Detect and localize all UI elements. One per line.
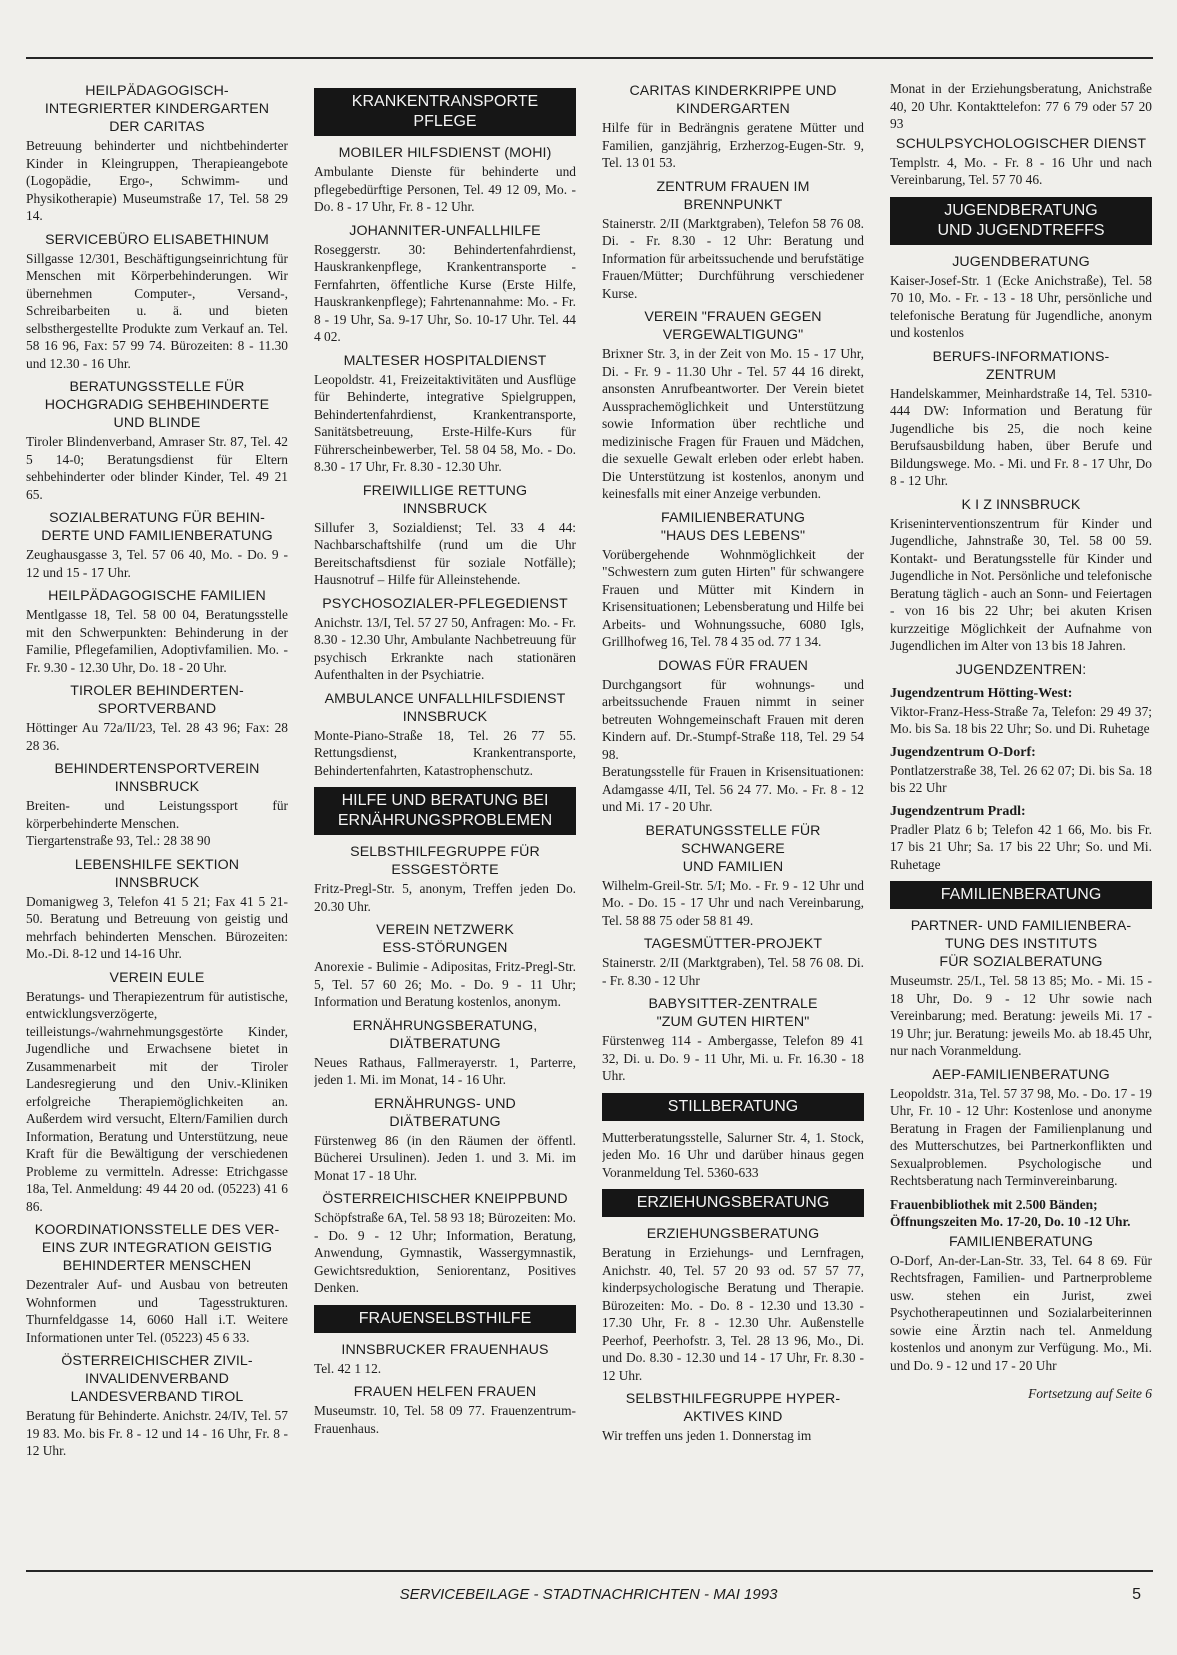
listing-entry <box>314 144 576 216</box>
listing-entry <box>890 253 1152 342</box>
listing-text: Fritz-Pregl-Str. 5, anonym, Treffen jeden Do. 20.30 Uhr. <box>314 881 576 914</box>
section-banner: FRAUENSELBSTHILFE <box>314 1305 576 1333</box>
listing-entry <box>26 587 288 676</box>
columns <box>26 80 1158 1550</box>
listing-entry <box>314 1095 576 1185</box>
listing-text: Höttinger Au 72a/II/23, Tel. 28 43 96; Fax: 28 28 36. <box>26 720 288 753</box>
section-banner: FAMILIENBERATUNG <box>890 881 1152 909</box>
listing-entry <box>890 1233 1152 1375</box>
listing-heading: ÖSTERREICHISCHER ZIVIL- INVALIDENVERBAND LANDESVERBAND TIROL <box>61 1353 253 1405</box>
page-number: 5 <box>1132 1586 1141 1603</box>
listing-text: Stainerstr. 2/II (Marktgraben), Tel. 58 76 08. Di. - Fr. 8.30 - 12 Uhr <box>602 955 864 988</box>
listing-heading: JUGENDZENTREN: <box>955 661 1087 678</box>
listing-entry <box>26 682 288 754</box>
listing-heading: ERZIEHUNGSBERATUNG <box>646 1226 820 1242</box>
listing-heading: SCHULPSYCHOLOGISCHER DIENST <box>895 135 1147 152</box>
library-note: Frauenbibliothek mit 2.500 Bänden; Öffnungszeiten Mo. 17-20, Do. 10 -12 Uhr. <box>890 1196 1131 1229</box>
listing-text: Zeughausgasse 3, Tel. 57 06 40, Mo. - Do. 9 - 12 und 15 - 17 Uhr. <box>26 547 288 580</box>
section-banner: JUGENDBERATUNG UND JUGENDTREFFS <box>890 197 1152 245</box>
listing-heading: LEBENSHILFE SEKTION INNSBRUCK <box>74 856 240 891</box>
listing-entry <box>26 509 288 581</box>
column-3 <box>602 80 864 1550</box>
listing-heading: DOWAS FÜR FRAUEN <box>657 657 809 674</box>
listing-heading: PARTNER- UND FAMILIENBERA- TUNG DES INSTITUTS FÜR SOZIALBERATUNG <box>910 918 1132 970</box>
listing-entry <box>602 178 864 303</box>
listing-text: Kaiser-Josef-Str. 1 (Ecke Anichstraße), Tel. 58 70 10, Mo. - Fr. - 13 - 18 Uhr, persönliche und telefonische Beratung für Jugendliche, anonym und kostenlos <box>890 272 1152 340</box>
listing-heading: HEILPÄDAGOGISCH- INTEGRIERTER KINDERGARTEN DER CARITAS <box>44 83 270 135</box>
listing-heading: SELBSTHILFEGRUPPE FÜR ESSGESTÖRTE <box>350 844 540 878</box>
listing-text: Breiten- und Leistungssport für körperbehinderte Menschen. Tiergartenstraße 93, Tel.: 28 38 90 <box>26 798 288 848</box>
section-banner: HILFE UND BERATUNG BEI ERNÄHRUNGSPROBLEMEN <box>314 787 576 835</box>
listing-entry <box>890 1066 1152 1190</box>
listing-heading: AMBULANCE UNFALLHILFSDIENST INNSBRUCK <box>324 690 566 725</box>
listing-entry <box>890 661 1152 679</box>
listing-heading: MALTESER HOSPITALDIENST <box>343 352 547 369</box>
listing-text: Anichstr. 13/I, Tel. 57 27 50, Anfragen: Mo. - Fr. 8.30 - 12.30 Uhr, Ambulante Nachbetreuung für psychisch Erkrankte nach stationären Aufenthalten in der Psychiatrie. <box>314 614 576 682</box>
listing-text: Tel. 42 1 12. <box>314 1360 382 1376</box>
column-1 <box>26 80 288 1550</box>
listing-text: Museumstr. 25/I., Tel. 58 13 85; Mo. - Mi. 15 - 18 Uhr, Do. 9 - 12 Uhr sowie nach Vereinbarung; med. Beratung: jeweils Mi. 17 - 19 Uhr; jur. Beratung: jeweils Mo. ab 18.45 Uhr, nur nach Voranmeldung. <box>890 973 1152 1058</box>
listing-entry <box>602 822 864 930</box>
listing-heading: AEP-FAMILIENBERATUNG <box>932 1066 1110 1083</box>
listing-text: O-Dorf, An-der-Lan-Str. 33, Tel. 64 8 69. Für Rechtsfragen, Familien- und Partnerprobleme usw. stehen ein Jurist, zwei Psychotherapeutinnen und Sozialarbeiterinnen sowie eine Ärztin nach tel. Anmeldung kostenlos und anonym zur Verfügung. Mo., Mi. und Do. 9 - 12 und 17 - 20 Uhr <box>890 1252 1152 1373</box>
listing-heading: BERUFS-INFORMATIONS- ZENTRUM <box>932 348 1110 383</box>
listing-heading: VEREIN NETZWERK ESS-STÖRUNGEN <box>376 922 514 956</box>
listing-text: Roseggerstr. 30: Behindertenfahrdienst, Hauskrankenpflege, Krankentransporte - Fernfahrten, öffentliche Kurse (Erste Hilfe, Hauskrankenpflege); Fahrtenannahme: Mo. - Fr. 8 - 19 Uhr, Sa. 9-17 Uhr, So. 10-17 Uhr. Tel. 44 4 02. <box>314 241 576 344</box>
listing-text: Neues Rathaus, Fallmerayerstr. 1, Parterre, jeden 1. Mi. im Monat, 14 - 16 Uhr. <box>314 1054 576 1087</box>
listing-entry <box>890 135 1152 189</box>
listing-heading: JOHANNITER-UNFALLHILFE <box>349 222 541 239</box>
section-banner: ERZIEHUNGSBERATUNG <box>602 1189 864 1217</box>
listing-text: Beratung für Behinderte. Anichstr. 24/IV, Tel. 57 19 83. Mo. bis Fr. 8 - 12 und 14 - 16 Uhr, Fr. 8 - 12 Uhr. <box>26 1408 288 1458</box>
listing-entry <box>26 760 288 850</box>
listing-heading: FREIWILLIGE RETTUNG INNSBRUCK <box>362 482 528 517</box>
listing-entry <box>26 378 288 503</box>
top-rule <box>26 57 1153 59</box>
listing-entry <box>26 1352 288 1460</box>
listing-text: Sillufer 3, Sozialdienst; Tel. 33 4 44: Nachbarschaftshilfe (rund um die Uhr Bereitschaftsdienst für soziale Notfälle); Hausnotruf – Hilfe für Alleinstehende. <box>314 519 576 587</box>
listing-text: Ambulante Dienste für behinderte und pflegebedürftige Personen, Tel. 49 12 09, Mo. - Do. 8 - 17 Uhr, Fr. 8 - 12 Uhr. <box>314 164 576 214</box>
listing-text: Templstr. 4, Mo. - Fr. 8 - 16 Uhr und nach Vereinbarung, Tel. 57 70 46. <box>890 154 1152 187</box>
listing-text: Schöpfstraße 6A, Tel. 58 93 18; Bürozeiten: Mo. - Do. 9 - 12 Uhr; Information, Beratung, Anwendung, Gymnastik, Wassergymnastik, Gewichtsreduktion, Seniorentanz, Positives Denken. <box>314 1210 576 1295</box>
listing-text: Durchgangsort für wohnungs- und arbeitssuchende Frauen nimmt in seiner betreuten Wohngemeinschaft Frauen mit deren Kindern auf. Dr.-Stumpf-Straße 118, Tel. 29 54 98. Beratungsstelle für Frauen in Krisensituationen: Adamgasse 4/II, Tel. 56 24 77. Mo. - Fr. 8 - 12 und Mi. 17 - 20 Uhr. <box>602 676 864 814</box>
youth-center-entry <box>890 685 1152 738</box>
listing-heading: VEREIN "FRAUEN GEGEN VERGEWALTIGUNG" <box>644 309 822 343</box>
listing-entry <box>890 348 1152 490</box>
listing-heading: JUGENDBERATUNG <box>952 253 1090 270</box>
listing-heading: FAMILIENBERATUNG <box>948 1233 1094 1250</box>
listing-heading: KOORDINATIONSSTELLE DES VER- EINS ZUR INTEGRATION GEISTIG BEHINDERTER MENSCHEN <box>34 1222 280 1274</box>
bottom-rule <box>26 1570 1153 1572</box>
continuation-note: Fortsetzung auf Seite 6 <box>1028 1386 1152 1401</box>
listing-heading: SOZIALBERATUNG FÜR BEHIN- DERTE UND FAMILIENBERATUNG <box>41 510 273 544</box>
listing-text: Wilhelm-Greil-Str. 5/I; Mo. - Fr. 9 - 12 Uhr und Mo. - Do. 15 - 17 Uhr und nach Vereinbarung, Tel. 58 88 75 oder 58 81 49. <box>602 877 864 928</box>
youth-center-name: Jugendzentrum Hötting-West: <box>890 685 1073 701</box>
youth-center-entry <box>890 744 1152 797</box>
listing-entry <box>314 1190 576 1297</box>
listing-text: Stainerstr. 2/II (Marktgraben), Telefon 58 76 08. Di. - Fr. 8.30 - 12 Uhr: Beratung und Information für arbeitssuchende und berufstätige Frauen/Mütter; Durchführung verschiedener Kurse. <box>602 215 864 301</box>
listing-entry <box>314 595 576 684</box>
listing-heading: MOBILER HILFSDIENST (MOHI) <box>338 145 552 161</box>
listing-entry <box>602 1390 864 1445</box>
youth-center-entry <box>890 803 1152 874</box>
listing-entry <box>26 231 288 373</box>
listing-text: Monat in der Erziehungsberatung, Anichstraße 40, 20 Uhr. Kontakttelefon: 77 6 79 oder 57 20 93 <box>890 81 1152 131</box>
listing-heading: TAGESMÜTTER-PROJEKT <box>643 936 823 952</box>
listing-text: Anorexie - Bulimie - Adipositas, Fritz-Pregl-Str. 5, Tel. 57 60 26; Mo. - Do. 9 - 11 Uhr; Information und Beratung kostenlos, anonym. <box>314 959 576 1009</box>
listing-heading: ERNÄHRUNGSBERATUNG, DIÄTBERATUNG <box>352 1017 538 1052</box>
listing-entry <box>602 935 864 989</box>
listing-text: Tiroler Blindenverband, Amraser Str. 87, Tel. 42 5 14-0; Beratungsdienst für Eltern sehbehinderter oder blinder Kinder, Tel. 49 21 65. <box>26 434 288 502</box>
listing-text: Fürstenweg 86 (in den Räumen der öffentl. Bücherei Ursulinen). Jeden 1. und 3. Mi. im Monat 17 - 18 Uhr. <box>314 1132 576 1183</box>
listing-heading: PSYCHOSOZIALER-PFLEGEDIENST <box>322 595 568 612</box>
listing-entry <box>26 969 288 1216</box>
listing-text: Leopoldstr. 31a, Tel. 57 37 98, Mo. - Do. 17 - 19 Uhr, Fr. 10 - 12 Uhr: Kostenlose und anonyme Beratung in Fragen der Familienplanung und des Mutterschutzes, bei Partnerkonflikten und Sexualproblemen. Psychologische und Rechtsberatung nach Terminvereinbarung. <box>890 1085 1152 1188</box>
youth-center-name: Jugendzentrum O-Dorf: <box>890 744 1036 760</box>
listing-text: Leopoldstr. 41, Freizeitaktivitäten und Ausflüge für Behinderte, integrative Spielgruppen, Behindertenfahrdienst, Krankentransporte, Sanitätsbetreuung, Erste-Hilfe-Kurs für Führerscheinbewerber, Tel. 58 04 58, Mo. - Do. 8.30 - 17 Uhr, Fr. 8.30 - 12.30 Uhr. <box>314 371 576 474</box>
listing-heading: CARITAS KINDERKRIPPE UND KINDERGARTEN <box>629 83 837 117</box>
youth-center-name: Jugendzentrum Pradl: <box>890 803 1026 819</box>
listing-heading: SELBSTHILFEGRUPPE HYPER- AKTIVES KIND <box>625 1391 841 1425</box>
listing-text: Mentlgasse 18, Tel. 58 00 04, Beratungsstelle mit den Schwerpunkten: Behinderung in der Familie, Pflegefamilien, Adoptivfamilien. Mo. - Fr. 9.30 - 12.30 Uhr, Do. 18 - 20 Uhr. <box>26 607 288 675</box>
listing-text: Vorübergehende Wohnmöglichkeit der "Schwestern zum guten Hirten" für schwangere Frauen und Mütter mit Kindern in Krisensituationen; Lebensberatung und Hilfe bei Arbeits- und Wohnungssuche, 6080 Igls, Grillhofweg 16, Tel. 78 4 35 od. 77 1 34. <box>602 546 864 649</box>
listing-heading: BERATUNGSSTELLE FÜR HOCHGRADIG SEHBEHINDERTE UND BLINDE <box>44 379 270 431</box>
listing-entry <box>890 496 1152 655</box>
listing-heading: INNSBRUCKER FRAUENHAUS <box>341 1341 549 1358</box>
listing-text: Fürstenweg 114 - Ambergasse, Telefon 89 41 32, Di. u. Do. 9 - 11 Uhr, Mi. u. Fr. 16.30 - 18 Uhr. <box>602 1033 864 1083</box>
listing-heading: BABYSITTER-ZENTRALE "ZUM GUTEN HIRTEN" <box>648 996 818 1030</box>
section-banner: KRANKENTRANSPORTE PFLEGE <box>314 88 576 136</box>
listing-entry <box>314 352 576 476</box>
youth-center-text: Pradler Platz 6 b; Telefon 42 1 66, Mo. bis Fr. 17 bis 21 Uhr; Sa. 17 bis 22 Uhr; So. und Mi. Ruhetage <box>890 821 1152 872</box>
listing-entry <box>26 1221 288 1346</box>
listing-heading: BEHINDERTENSPORTVEREIN INNSBRUCK <box>54 761 260 795</box>
page-footer: SERVICEBEILAGE - STADTNACHRICHTEN - MAI 1993 <box>399 1586 778 1603</box>
listing-entry <box>26 856 288 963</box>
listing-text: Domanigweg 3, Telefon 41 5 21; Fax 41 5 21-50. Beratung und Betreuung von geistig und mehrfach behinderten Menschen. Bürozeiten: Mo.-Di. 8-12 und 14-16 Uhr. <box>26 893 288 961</box>
youth-center-text: Pontlatzerstraße 38, Tel. 26 62 07; Di. bis Sa. 18 bis 22 Uhr <box>890 762 1152 795</box>
listing-text: Wir treffen uns jeden 1. Donnerstag im <box>602 1428 812 1443</box>
listing-entry <box>314 843 576 915</box>
listing-heading: K I Z INNSBRUCK <box>961 496 1081 513</box>
listing-entry <box>890 917 1152 1060</box>
listing-entry <box>314 921 576 1011</box>
listing-heading: ZENTRUM FRAUEN IM BRENNPUNKT <box>656 178 810 213</box>
listing-entry <box>314 482 576 589</box>
listing-heading: SERVICEBÜRO ELISABETHINUM <box>45 231 269 248</box>
listing-text: Hilfe für in Bedrängnis geratene Mütter und Familien, ganzjährig, Erzherzog-Eugen-Str. 9, Tel. 13 01 53. <box>602 120 864 170</box>
listing-entry <box>314 222 576 346</box>
listing-entry <box>314 1017 576 1089</box>
listing-entry <box>314 1341 576 1378</box>
listing-text: Mutterberatungsstelle, Salurner Str. 4, 1. Stock, jeden Mo. 16 Uhr und darüber hinaus gegen Voranmeldung Tel. 5360-633 <box>602 1129 864 1180</box>
listing-heading: BERATUNGSSTELLE FÜR SCHWANGERE UND FAMILIEN <box>645 822 821 875</box>
listing-text: Kriseninterventionszentrum für Kinder und Jugendliche, Jahnstraße 30, Tel. 58 00 59. Kontakt- und Beratungsstelle für Kinder und Jugendliche in Not. Persönliche und telefonische Beratung täglich - auch an Sonn- und Feiertagen - von 16 bis 22 Uhr; bei akuten Krisen kurzzeitige Möglichkeit der Aufnahme von Jugendlichen im Alter von 13 bis 18 Jahren. <box>890 515 1152 653</box>
listing-text: Monte-Piano-Straße 18, Tel. 26 77 55. Rettungsdienst, Krankentransporte, Behindertenfahrten, Katastrophenschutz. <box>314 727 576 778</box>
listing-text: Handelskammer, Meinhardstraße 14, Tel. 5310-444 DW: Information und Beratung für Jugendliche bis 25, die noch keine Berufsausbildung haben, über Berufe und Bildungswege. Mo. - Mi. und Fr. 8 - 17 Uhr, Do 8 - 12 Uhr. <box>890 385 1152 488</box>
listing-entry <box>602 308 864 503</box>
listing-entry <box>602 82 864 172</box>
listing-entry <box>602 995 864 1085</box>
listing-heading: HEILPÄDAGOGISCHE FAMILIEN <box>48 588 266 604</box>
listing-entry <box>314 1383 576 1437</box>
listing-entry <box>26 82 288 225</box>
listing-text: Dezentraler Auf- und Ausbau von betreuten Wohnformen und Tagesstrukturen. Thurnfeldgasse 14, 6060 Hall i.T. Weitere Informationen unter Tel. (05223) 45 6 33. <box>26 1277 288 1345</box>
listing-entry <box>602 1225 864 1384</box>
youth-center-text: Viktor-Franz-Hess-Straße 7a, Telefon: 29 49 37; Mo. bis Sa. 18 bis 22 Uhr; So. und Di. Ruhetage <box>890 703 1152 736</box>
column-4 <box>890 80 1152 1550</box>
listing-entry <box>314 690 576 780</box>
listing-heading: ÖSTERREICHISCHER KNEIPPBUND <box>322 1191 568 1207</box>
column-2 <box>314 80 576 1550</box>
listing-entry <box>602 657 864 816</box>
listing-heading: FAMILIENBERATUNG "HAUS DES LEBENS" <box>660 509 806 544</box>
listing-heading: TIROLER BEHINDERTEN- SPORTVERBAND <box>70 683 244 717</box>
listing-heading: ERNÄHRUNGS- UND DIÄTBERATUNG <box>374 1095 516 1130</box>
listing-text: Beratung in Erziehungs- und Lernfragen, Anichstr. 40, Tel. 57 20 93 od. 57 57 77, kinderpsychologische Beratung und Therapie. Bürozeiten: Mo. - Do. 8 - 12.30 und 13.30 - 17.30 Uhr, Fr. 8 - 12.30 Uhr. Außenstelle Peerhof, Peerhofstr. 3, Tel. 28 13 96, Mo., Di. und Do. 8.30 - 12.30 und 14 - 17 Uhr, Fr. 8.30 - 12 Uhr. <box>602 1245 864 1383</box>
listing-text: Beratungs- und Therapiezentrum für autistische, entwicklungsverzögerte, teilleistungs-/wahrnehmungsgestörte Kinder, Jugendliche und Erwachsene bietet in Zusammenarbeit mit der Tiroler Landesregierung und den Univ.-Kliniken erfolgreiche Therapiemöglichkeiten an. Außerdem wird versucht, Eltern/Familien durch Information, Beratung und Unterstützung, neue Kraft für die Bewältigung der verschiedenen Probleme zu vermitteln. Adresse: Etrichgasse 18a, Tel. Anmeldung: 49 44 20 od. (05223) 41 6 86. <box>26 988 288 1214</box>
listing-entry <box>602 509 864 651</box>
listing-text: Brixner Str. 3, in der Zeit von Mo. 15 - 17 Uhr, Di. - Fr. 9 - 11.30 Uhr - Tel. 57 44 16 direkt, ansonsten Anrufbeantworter. Der Verein bietet Aussprachemöglichkeit und Unterstützung sowie Information über rechtliche und medizinische Fragen für Frauen und Mädchen, die sexuelle Gewalt erleben oder erlebt haben. Die Unterstützung ist kostenlos, anonym und keinesfalls mit einer Anzeige verbunden. <box>602 346 864 501</box>
listing-text: Betreuung behinderter und nichtbehinderter Kinder in Kleingruppen, Therapieangebote (Logopädie, Ergo-, Schwimm- und Physikotherapie) Museumstraße 17, Tel. 58 29 14. <box>26 138 288 223</box>
listing-text: Sillgasse 12/301, Beschäftigungseinrichtung für Menschen mit Körperbehinderungen. Wir übernehmen Computer-, Versand-, Schreibarbeiten u. ä. und bieten selbsthergestellte Produkte zum Verkauf an. Tel. 58 16 96, Fax: 57 99 74. Bürozeiten: 8 - 11.30 und 12.30 - 16 Uhr. <box>26 250 288 371</box>
listing-heading: FRAUEN HELFEN FRAUEN <box>353 1384 537 1400</box>
listing-text: Museumstr. 10, Tel. 58 09 77. Frauenzentrum-Frauenhaus. <box>314 1403 576 1436</box>
listing-heading: VEREIN EULE <box>109 969 205 986</box>
section-banner: STILLBERATUNG <box>602 1093 864 1121</box>
